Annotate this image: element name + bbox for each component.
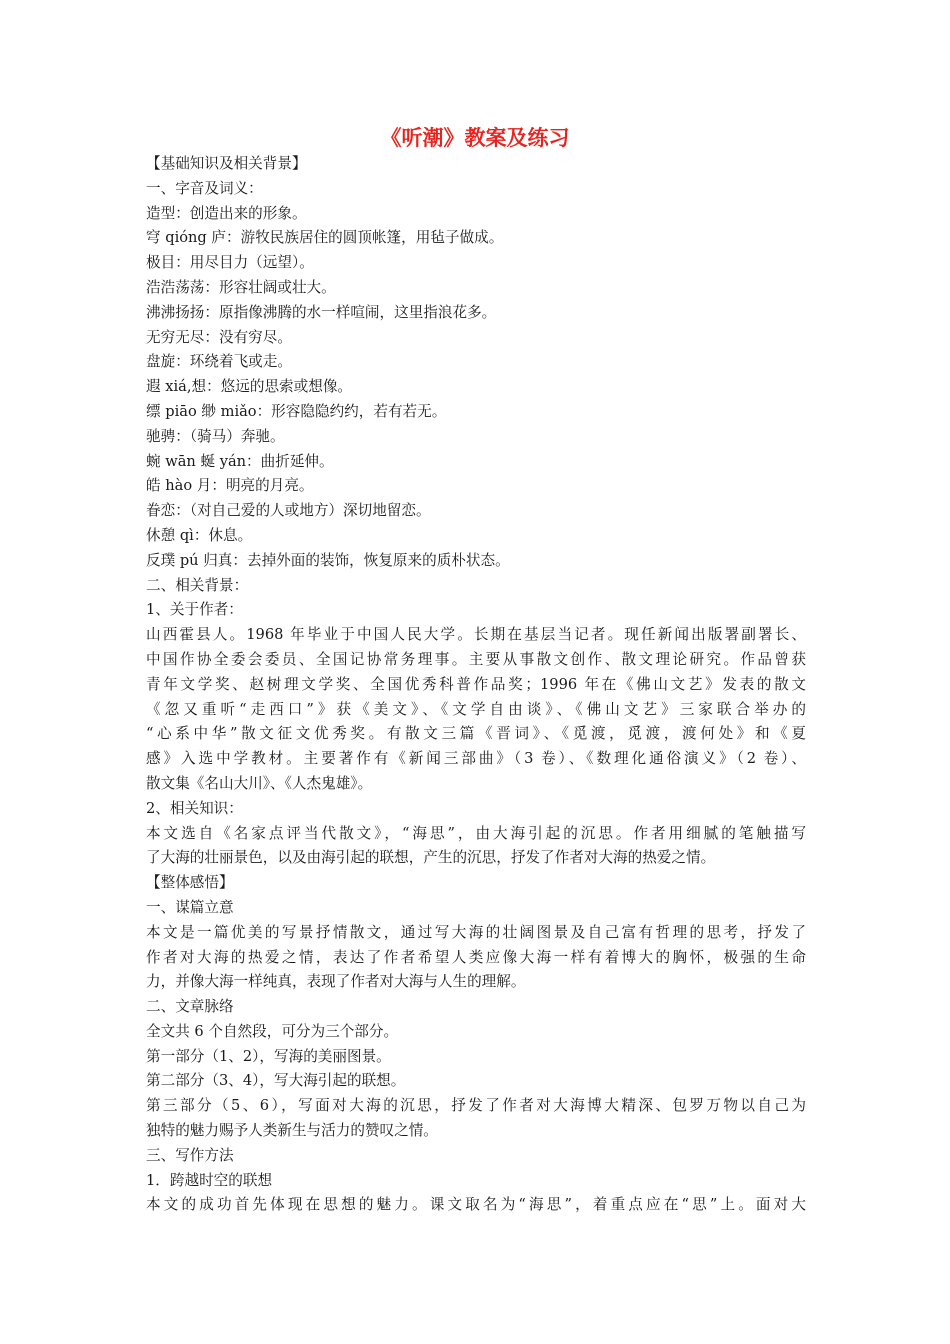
paragraph-line: 全文共 6 个自然段，可分为三个部分。 bbox=[146, 1022, 399, 1040]
vocab-entry: 极目：用尽目力（远望）。 bbox=[146, 254, 314, 272]
paragraph-line: 感》入选中学教材。主要著作有《新闻三部曲》（3 卷）、《数理化通俗演义》（2 卷）、 bbox=[146, 750, 806, 768]
paragraph-line: 第三部分（5、6），写面对大海的沉思，抒发了作者对大海博大精深、包罗万物以自己为 bbox=[146, 1097, 806, 1115]
vocab-entry: 盘旋：环绕着飞或走。 bbox=[146, 353, 292, 371]
document-body bbox=[146, 152, 806, 1218]
subsection-heading: 二、文章脉络 bbox=[146, 998, 234, 1016]
vocab-entry: 浩浩荡荡：形容壮阔或壮大。 bbox=[146, 278, 336, 296]
vocab-entry: 驰骋：（骑马）奔驰。 bbox=[146, 427, 285, 445]
paragraph-line: 青年文学奖、赵树理文学奖、全国优秀科普作品奖；1996 年在《佛山文艺》发表的散文 bbox=[146, 675, 806, 693]
paragraph-line: 中国作协全委会委员、全国记协常务理事。主要从事散文创作、散文理论研究。作品曾获 bbox=[146, 650, 806, 668]
vocab-entry: 穹 qióng 庐：游牧民族居住的圆顶帐篷，用毡子做成。 bbox=[146, 229, 504, 247]
paragraph-line: 本文的成功首先体现在思想的魅力。课文取名为“海思”，着重点应在“思”上。面对大 bbox=[146, 1196, 806, 1214]
paragraph-line: 《忽又重听“走西口”》获《美文》、《文学自由谈》、《佛山文艺》三家联合举办的 bbox=[146, 700, 806, 718]
vocab-entry: 造型：创造出来的形象。 bbox=[146, 204, 307, 222]
section-heading: 【基础知识及相关背景】 bbox=[146, 155, 307, 172]
paragraph-line: 了大海的壮丽景色，以及由海引起的联想，产生的沉思，抒发了作者对大海的热爱之情。 bbox=[146, 849, 716, 867]
vocab-entry: 无穷无尽：没有穷尽。 bbox=[146, 328, 292, 346]
paragraph-line: “心系中华”散文征文优秀奖。有散文三篇《晋词》、《觅渡，觅渡，渡何处》和《夏 bbox=[146, 725, 806, 743]
subsection-heading: 一、字音及词义： bbox=[146, 179, 263, 197]
paragraph-line: 本文是一篇优美的写景抒情散文，通过写大海的壮阔图景及自己富有哲理的思考，抒发了 bbox=[146, 923, 806, 941]
paragraph-line: 第一部分（1、2），写海的美丽图景。 bbox=[146, 1047, 391, 1065]
paragraph-line: 山西霍县人。1968 年毕业于中国人民大学。长期在基层当记者。现任新闻出版署副署长、 bbox=[146, 626, 806, 644]
paragraph-line: 力，并像大海一样纯真，表现了作者对大海与人生的理解。 bbox=[146, 973, 526, 991]
paragraph-line: 作者对大海的热爱之情，表达了作者希望人类应像大海一样有着博大的胸怀，极强的生命 bbox=[146, 948, 806, 966]
subsection-heading: 一、谋篇立意 bbox=[146, 898, 234, 916]
vocab-entry: 眷恋：（对自己爱的人或地方）深切地留恋。 bbox=[146, 502, 431, 520]
vocab-entry: 缥 piāo 缈 miǎo：形容隐隐约约，若有若无。 bbox=[146, 402, 447, 420]
paragraph-line: 散文集《名山大川》、《人杰鬼雄》。 bbox=[146, 774, 373, 792]
vocab-entry: 反璞 pú 归真：去掉外面的装饰，恢复原来的质朴状态。 bbox=[146, 551, 510, 569]
vocab-entry: 蜿 wān 蜒 yán：曲折延伸。 bbox=[146, 452, 334, 470]
vocab-entry: 沸沸扬扬：原指像沸腾的水一样喧闹，这里指浪花多。 bbox=[146, 303, 497, 321]
paragraph-line: 独特的魅力赐予人类新生与活力的赞叹之情。 bbox=[146, 1122, 438, 1140]
subsection-heading: 三、写作方法 bbox=[146, 1146, 234, 1164]
paragraph-line: 本文选自《名家点评当代散文》，“海思”，由大海引起的沉思。作者用细腻的笔触描写 bbox=[146, 824, 806, 842]
subsection-heading: 2、相关知识： bbox=[146, 799, 243, 817]
subsection-heading: 1、关于作者： bbox=[146, 601, 243, 619]
section-heading: 【整体感悟】 bbox=[146, 874, 234, 892]
subsection-heading: 1．跨越时空的联想 bbox=[146, 1171, 273, 1189]
subsection-heading: 二、相关背景： bbox=[146, 576, 249, 594]
vocab-entry: 皓 hào 月：明亮的月亮。 bbox=[146, 477, 314, 495]
vocab-entry: 遐 xiá,想：悠远的思索或想像。 bbox=[146, 378, 353, 396]
vocab-entry: 休憩 qì：休息。 bbox=[146, 526, 253, 544]
paragraph-line: 第二部分（3、4），写大海引起的联想。 bbox=[146, 1072, 406, 1090]
document-title: 《听潮》教案及练习 bbox=[380, 126, 570, 150]
